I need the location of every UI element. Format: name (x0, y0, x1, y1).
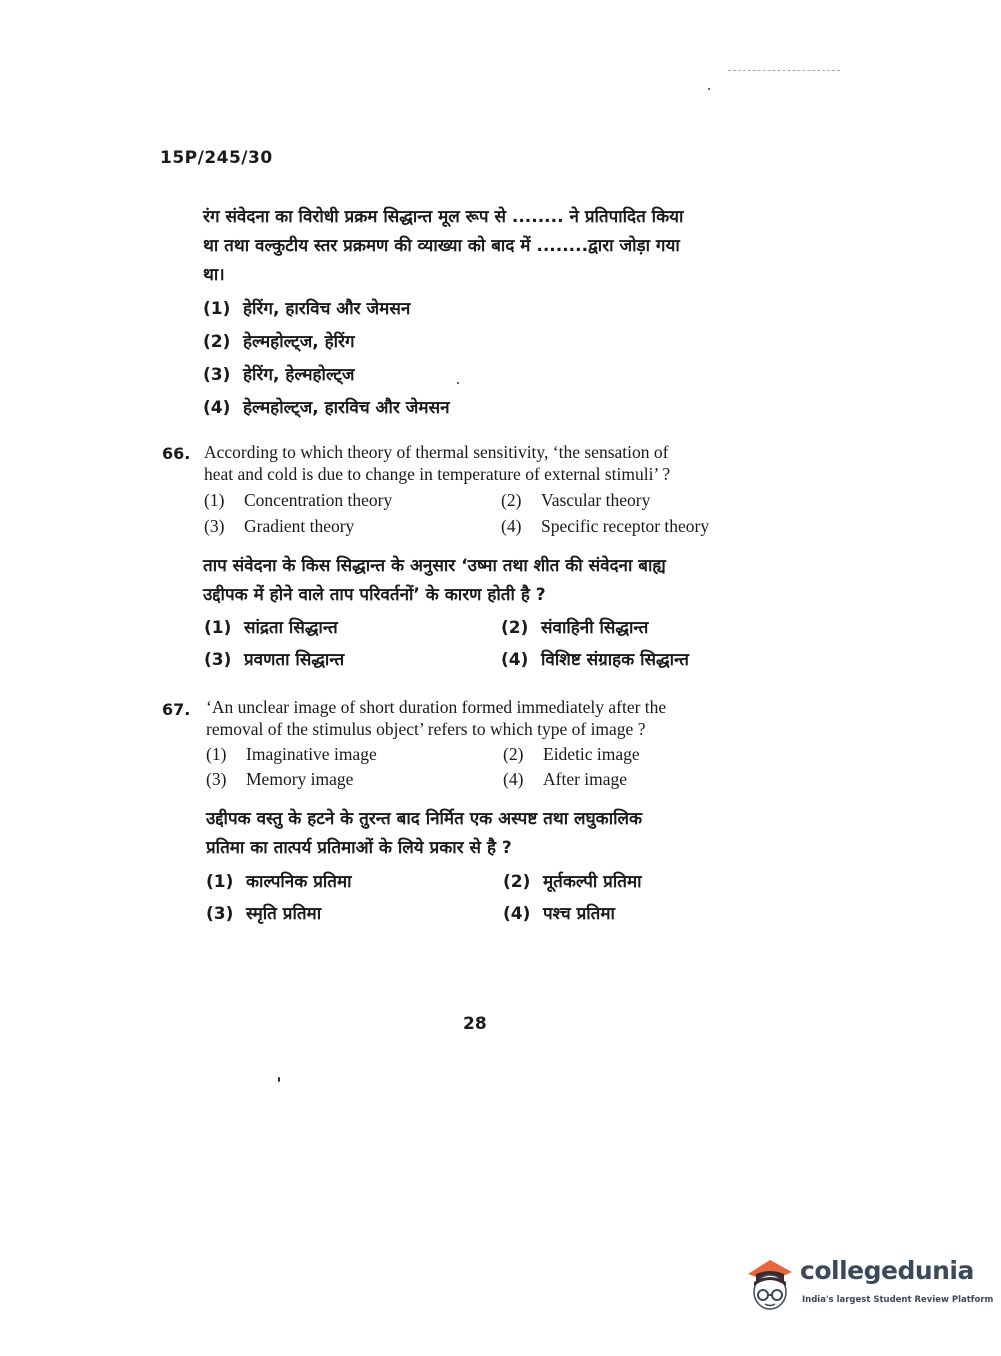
q67-line-1: ‘An unclear image of short duration formed immediately after the (206, 697, 667, 717)
option-text: हेल्महोल्ट्ज, हारविच और जेमसन (243, 398, 450, 418)
option-text: Memory image (246, 769, 354, 789)
option-text: स्मृति प्रतिमा (246, 904, 322, 924)
option-text: Concentration theory (244, 490, 393, 510)
q66-hindi-line-2: उद्दीपक में होने वाले ताप परिवर्तनों’ के कारण होती है ? (203, 585, 546, 605)
q66-number: 66. (162, 444, 191, 463)
option-text: प्रवणता सिद्धान्त (244, 650, 345, 670)
q65-hindi-line-2: था तथा वल्कुटीय स्तर प्रक्रमण की व्याख्या को बाद में ........द्वारा जोड़ा गया (203, 236, 680, 256)
q65-hindi-question (203, 203, 787, 290)
q66-line-1: According to which theory of thermal sensitivity, ‘the sensation of (204, 442, 669, 462)
option-text: Eidetic image (543, 744, 640, 764)
q65-option-4 (203, 392, 450, 425)
q66-options (204, 487, 788, 539)
option-number: (1) (206, 744, 227, 764)
option-number: (1) (203, 299, 231, 319)
q67-question (206, 696, 790, 740)
option-number: (3) (204, 516, 225, 536)
option-text: Specific receptor theory (541, 516, 710, 536)
q66-option-1 (204, 487, 501, 513)
q67-hindi-options (206, 866, 790, 930)
option-number: (3) (206, 904, 234, 924)
option-text: After image (543, 769, 628, 789)
option-number: (1) (204, 618, 232, 638)
option-number: (1) (204, 490, 225, 510)
option-text: हेरिंग, हारविच और जेमसन (243, 299, 411, 319)
paper-code: 15P/245/30 (160, 148, 273, 168)
q66-hindi-option-1 (204, 612, 501, 644)
option-text: पश्च प्रतिमा (543, 904, 615, 924)
option-number: (2) (503, 872, 531, 892)
q67-option-2 (503, 742, 640, 767)
option-number: (2) (503, 744, 524, 764)
option-number: (2) (203, 332, 231, 352)
q65-option-1 (203, 293, 450, 326)
q67-hindi-option-2 (503, 866, 642, 898)
watermark-logo (742, 1252, 994, 1322)
option-number: (4) (503, 904, 531, 924)
page-number: 28 (463, 1014, 487, 1034)
q67-option-3 (206, 767, 503, 792)
option-number: (3) (206, 769, 227, 789)
option-text: हेल्महोल्ट्ज, हेरिंग (243, 332, 355, 352)
option-text: विशिष्ट संग्राहक सिद्धान्त (541, 650, 689, 670)
option-text: मूर्तकल्पी प्रतिमा (543, 872, 642, 892)
watermark-brand: collegedunia (800, 1256, 974, 1285)
q67-option-1 (206, 742, 503, 767)
q66-hindi-option-2 (501, 612, 648, 644)
q66-hindi-option-3 (204, 644, 501, 676)
mascot-icon (742, 1252, 800, 1316)
option-text: संवाहिनी सिद्धान्त (541, 618, 649, 638)
option-number: (2) (501, 490, 522, 510)
q65-hindi-line-3: था। (203, 265, 225, 285)
option-number: (3) (204, 650, 232, 670)
q67-hindi-question (206, 805, 790, 863)
option-number: (4) (203, 398, 231, 418)
q66-option-4 (501, 513, 709, 539)
option-number: (2) (501, 618, 529, 638)
scan-speck (278, 1077, 280, 1082)
q66-hindi-question (203, 552, 787, 610)
q67-hindi-option-4 (503, 898, 615, 930)
watermark-tagline: India's largest Student Review Platform (802, 1295, 994, 1305)
scan-speck (708, 88, 710, 90)
q67-number: 67. (162, 700, 191, 719)
q67-line-2: removal of the stimulus object’ refers to which type of image ? (206, 719, 646, 739)
q67-hindi-option-1 (206, 866, 503, 898)
q66-hindi-line-1: ताप संवेदना के किस सिद्धान्त के अनुसार ‘उष्मा तथा शीत की संवेदना बाह्य (203, 556, 666, 576)
q65-option-2 (203, 326, 450, 359)
q65-hindi-line-1: रंग संवेदना का विरोधी प्रक्रम सिद्धान्त मूल रूप से ........ ने प्रतिपादित किया (203, 207, 684, 227)
q66-line-2: heat and cold is due to change in temperature of external stimuli’ ? (204, 464, 671, 484)
q67-hindi-option-3 (206, 898, 503, 930)
option-number: (3) (203, 365, 231, 385)
option-text: Vascular theory (541, 490, 651, 510)
option-text: सांद्रता सिद्धान्त (244, 618, 338, 638)
q66-hindi-options (204, 612, 788, 676)
option-text: काल्पनिक प्रतिमा (246, 872, 352, 892)
scan-speck (457, 382, 459, 384)
q66-question (204, 441, 788, 485)
option-number: (1) (206, 872, 234, 892)
option-text: Gradient theory (244, 516, 355, 536)
option-number: (4) (501, 650, 529, 670)
q66-option-3 (204, 513, 501, 539)
q65-option-3 (203, 359, 450, 392)
q66-hindi-option-4 (501, 644, 689, 676)
option-text: हेरिंग, हेल्महोल्ट्ज (243, 365, 355, 385)
q67-hindi-line-2: प्रतिमा का तात्पर्य प्रतिमाओं के लिये प्रकार से है ? (206, 838, 512, 858)
scan-artifact-line (728, 70, 840, 71)
q67-hindi-line-1: उद्दीपक वस्तु के हटने के तुरन्त बाद निर्मित एक अस्पष्ट तथा लघुकालिक (206, 809, 643, 829)
option-text: Imaginative image (246, 744, 377, 764)
option-number: (4) (501, 516, 522, 536)
q66-option-2 (501, 487, 650, 513)
q67-options (206, 742, 790, 792)
option-number: (4) (503, 769, 524, 789)
q67-option-4 (503, 767, 627, 792)
q65-hindi-options (203, 293, 450, 425)
